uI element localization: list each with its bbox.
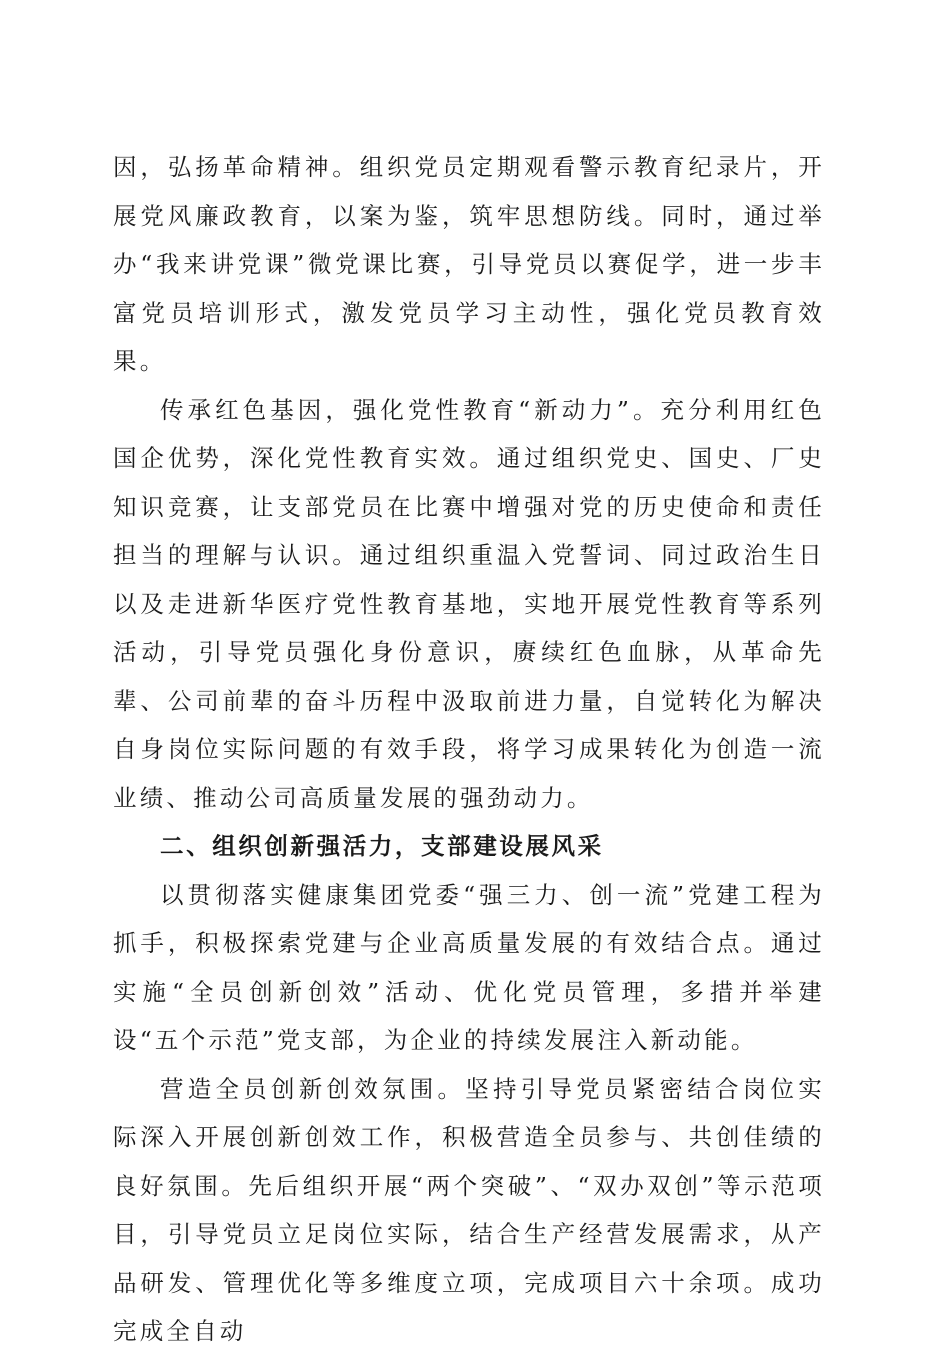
paragraph-party-building: 以贯彻落实健康集团党委“强三力、创一流”党建工程为抓手，积极探索党建与企业高质量发展的有效结合点。通过实施“全员创新创效”活动、优化党员管理，多措并举建设“五个示范”党支部，为企业的持续发展注入新动能。 [113, 880, 825, 1054]
paragraph-red-gene: 传承红色基因，强化党性教育“新动力”。充分利用红色国企优势，深化党性教育实效。通过组织党史、国史、厂史知识竞赛，让支部党员在比赛中增强对党的历史使命和责任担当的理解与认识。通过组织重温入党誓词、同过政治生日以及走进新华医疗党性教育基地，实地开展党性教育等系列活动，引导党员强化身份意识，赓续红色血脉，从革命先辈、公司前辈的奋斗历程中汲取前进力量，自觉转化为解决自身岗位实际问题的有效手段，将学习成果转化为创造一流业绩、推动公司高质量发展的强劲动力。 [113, 395, 825, 812]
section-heading: 二、组织创新强活力，支部建设展风采 [160, 832, 604, 860]
paragraph-innovation: 营造全员创新创效氛围。坚持引导党员紧密结合岗位实际深入开展创新创效工作，积极营造全员参与、共创佳绩的良好氛围。先后组织开展“两个突破”、“双办双创”等示范项目，引导党员立足岗位实际，结合生产经营发展需求，从产品研发、管理优化等多维度立项，完成项目六十余项。成功完成全自动 [113, 1074, 825, 1345]
paragraph-continued: 因，弘扬革命精神。组织党员定期观看警示教育纪录片，开展党风廉政教育，以案为鉴，筑牢思想防线。同时，通过举办“我来讲党课”微党课比赛，引导党员以赛促学，进一步丰富党员培训形式，激发党员学习主动性，强化党员教育效果。 [113, 153, 825, 375]
document-page [113, 143, 825, 1356]
